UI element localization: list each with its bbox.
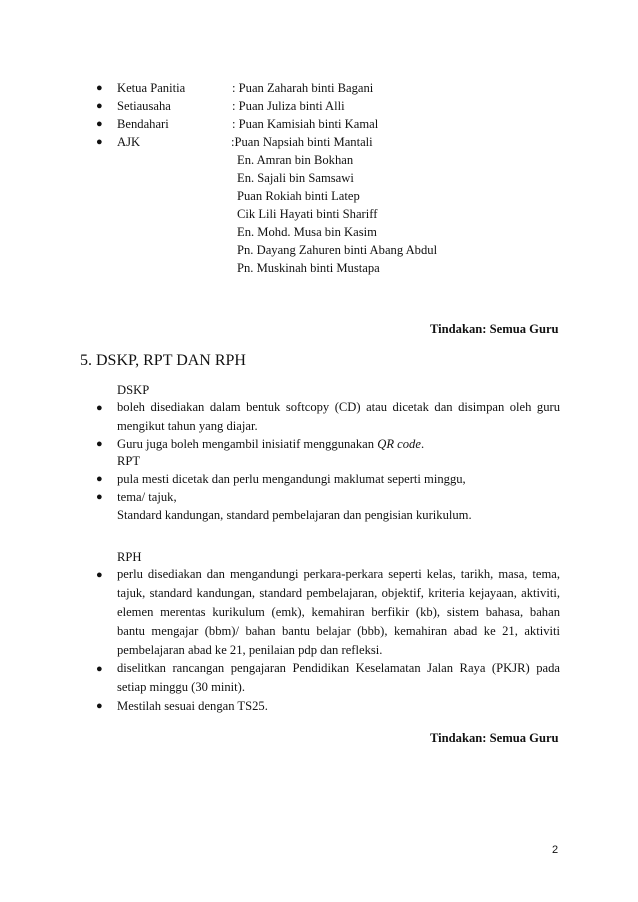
dskp-text-end: . (420, 437, 425, 451)
rph-bullet-line: Mestilah sesuai dengan TS25. (117, 699, 268, 713)
committee-role: AJK (117, 135, 141, 149)
bullet-icon: ● (96, 491, 103, 503)
bullet-icon: ● (96, 473, 103, 485)
committee-name: : Puan Juliza binti Alli (232, 99, 345, 113)
rpt-bullet-line: tema/ tajuk, (114, 490, 177, 504)
ajk-member: Pn. Dayang Zahuren binti Abang Abdul (237, 243, 438, 257)
committee-name: : Puan Kamisiah binti Kamal (232, 117, 379, 131)
rph-label: RPH (117, 550, 142, 564)
page-number: 2 (552, 844, 559, 856)
dskp-label: DSKP (117, 383, 150, 397)
dskp-bullet-line: mengikut tahun yang diajar. (117, 419, 258, 433)
rph-bullet-line: pembelajaran abad ke 21, penilaian pdp dan refleksi. (117, 643, 383, 657)
bullet-icon: ● (96, 82, 103, 94)
section-heading: 5. DSKP, RPT DAN RPH (80, 352, 246, 369)
rph-bullet-line: setiap minggu (30 minit). (117, 680, 246, 694)
rpt-bullet-line: pula mesti dicetak dan perlu mengandungi maklumat seperti minggu, (117, 472, 466, 486)
rpt-label: RPT (117, 454, 141, 468)
rph-bullet-line: elemen merentas kurikulum (emk), kemahiran berfikir (kb), sistem bahasa, bahan (117, 605, 560, 619)
action-note: Tindakan: Semua Guru (430, 731, 559, 745)
committee-name: :Puan Napsiah binti Mantali (231, 135, 373, 149)
committee-role: Setiausaha (117, 99, 171, 113)
dskp-bullet-line (117, 435, 424, 453)
rph-bullet-line: tajuk, standard kandungan, standard pembelajaran, objektif, kriteria kejayaan, aktiviti, (117, 586, 560, 600)
committee-role: Ketua Panitia (117, 81, 186, 95)
rpt-bullet-line: Standard kandungan, standard pembelajaran dan pengisian kurikulum. (117, 508, 472, 522)
qr-code-text: QR code (377, 437, 421, 451)
bullet-icon: ● (96, 700, 103, 712)
bullet-icon: ● (96, 136, 103, 148)
ajk-member: En. Amran bin Bokhan (237, 153, 354, 167)
dskp-bullet-line: boleh disediakan dalam bentuk softcopy (CD) atau dicetak dan disimpan oleh guru (117, 400, 560, 414)
bullet-icon: ● (96, 663, 103, 675)
committee-role: Bendahari (117, 117, 169, 131)
rph-bullet-line: diselitkan rancangan pengajaran Pendidikan Keselamatan Jalan Raya (PKJR) pada (117, 661, 560, 675)
dskp-text: Guru juga boleh mengambil inisiatif menggunakan (117, 437, 378, 451)
ajk-member: Puan Rokiah binti Latep (237, 189, 360, 203)
bullet-icon: ● (96, 118, 103, 130)
bullet-icon: ● (96, 402, 103, 414)
committee-name: : Puan Zaharah binti Bagani (232, 81, 374, 95)
bullet-icon: ● (96, 100, 103, 112)
ajk-member: En. Mohd. Musa bin Kasim (237, 225, 377, 239)
bullet-icon: ● (96, 569, 103, 581)
bullet-icon: ● (96, 438, 103, 450)
ajk-member: Cik Lili Hayati binti Shariff (237, 207, 378, 221)
action-note: Tindakan: Semua Guru (430, 322, 559, 336)
ajk-member: En. Sajali bin Samsawi (237, 171, 354, 185)
ajk-member: Pn. Muskinah binti Mustapa (237, 261, 380, 275)
rph-bullet-line: perlu disediakan dan mengandungi perkara-perkara seperti kelas, tarikh, masa, tema, (117, 567, 560, 581)
rph-bullet-line: bantu mengajar (bbm)/ bahan bantu belajar (bbb), kemahiran abad ke 21, aktiviti (117, 624, 560, 638)
